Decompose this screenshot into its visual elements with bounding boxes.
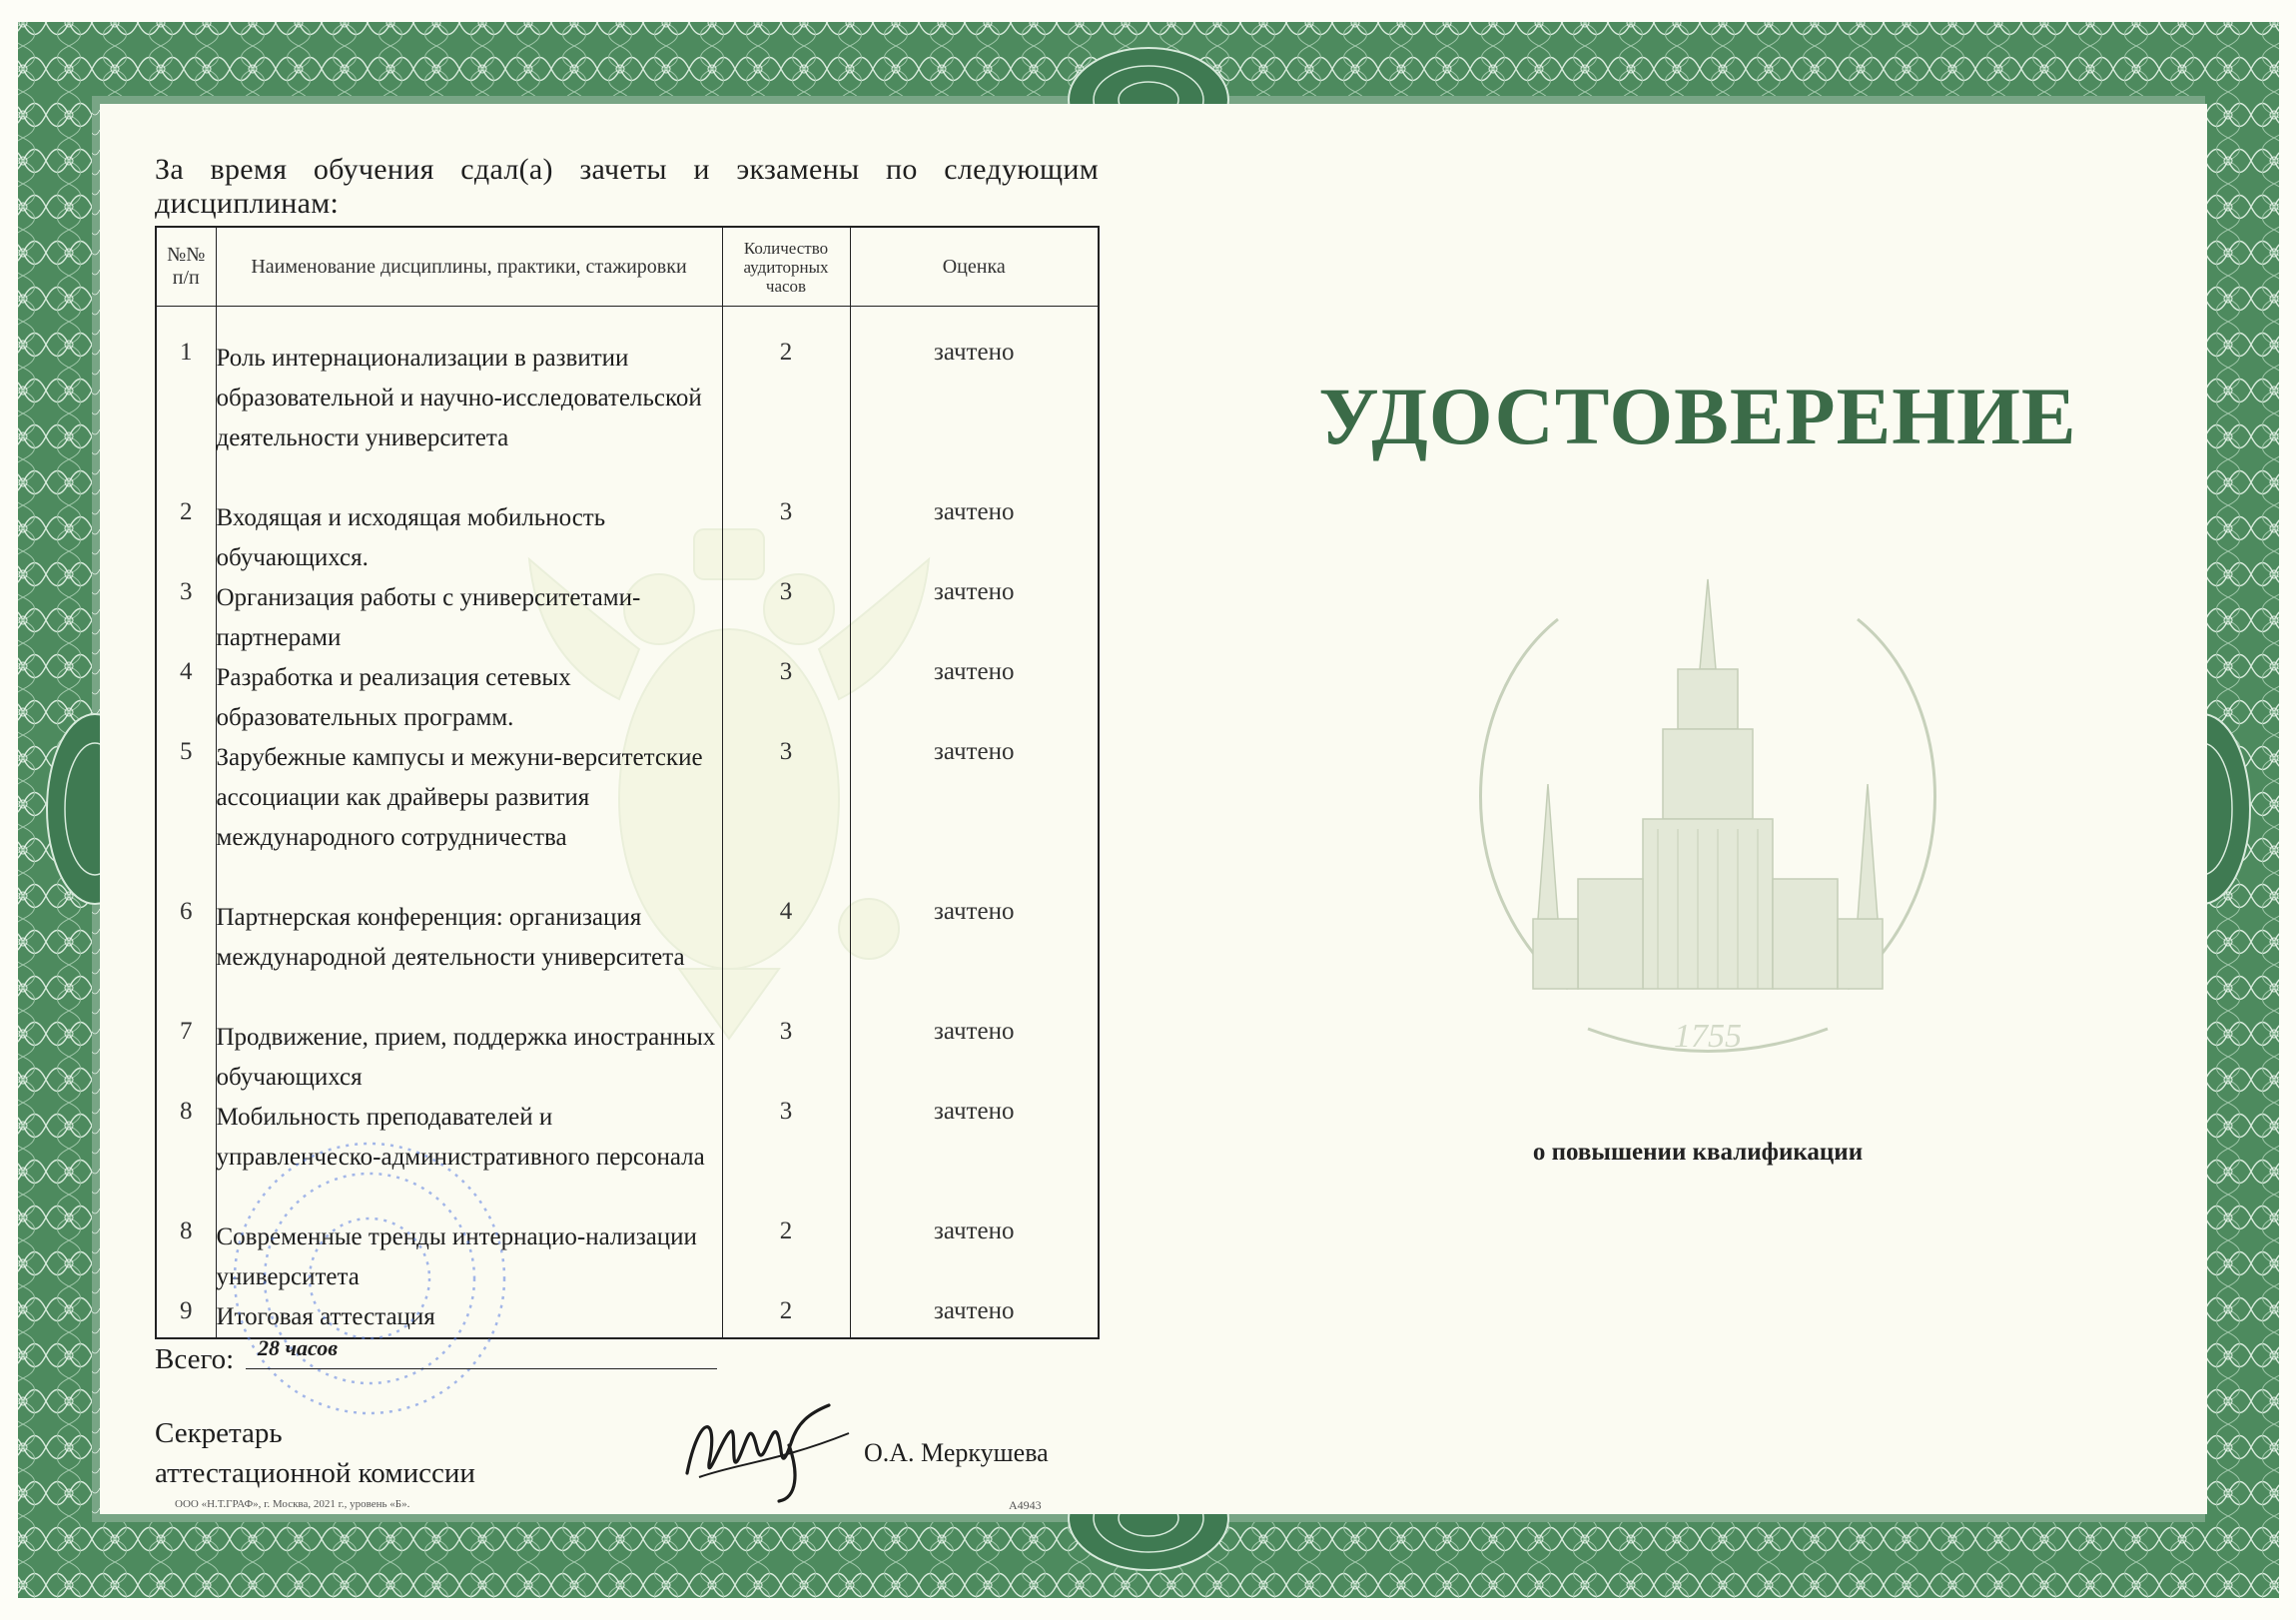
row-name: Роль интернационализации в развитии образовательной и научно-исследовательской деятельности университета [216,339,722,498]
row-hours: 3 [722,658,850,738]
row-num: 8 [156,1217,216,1297]
header-name: Наименование дисциплины, практики, стажировки [216,227,722,307]
emblem-year: 1755 [1674,1018,1742,1055]
row-name: Разработка и реализация сетевых образовательных программ. [216,658,722,738]
row-hours: 3 [722,498,850,578]
row-num: 5 [156,738,216,898]
header-grade: Оценка [850,227,1099,307]
row-hours: 2 [722,1297,850,1338]
document-subtitle: о повышении квалификации [1532,1139,1864,1166]
row-num: 4 [156,658,216,738]
table-row [156,498,1099,578]
row-name: Современные тренды интернацио-нализации университета [216,1217,722,1297]
row-num: 6 [156,898,216,1018]
row-name: Итоговая аттестация [216,1297,722,1338]
row-name: Входящая и исходящая мобильность обучающихся. [216,498,722,578]
secretary-line-2: аттестационной комиссии [155,1457,475,1489]
row-num: 8 [156,1098,216,1217]
row-name: Партнерская конференция: организация международной деятельности университета [216,898,722,1018]
row-name: Организация работы с университетами-партнерами [216,578,722,658]
row-hours: 4 [722,898,850,1018]
row-grade: зачтено [850,738,1099,898]
row-hours: 2 [722,339,850,498]
row-grade: зачтено [850,898,1099,1018]
intro-text: За время обучения сдал(а) зачеты и экзамены по следующим дисциплинам: [155,153,1099,220]
row-grade: зачтено [850,1018,1099,1098]
total-value: 28 часов [258,1335,339,1360]
row-grade: зачтено [850,339,1099,498]
row-hours: 2 [722,1217,850,1297]
signature-icon [679,1393,859,1503]
row-name: Мобильность преподавателей и управленческо-административного персонала [216,1098,722,1217]
serial-number: А4943 [1009,1498,1042,1512]
row-hours: 3 [722,1018,850,1098]
seal-stamp-icon [205,1129,534,1428]
row-grade: зачтено [850,1098,1099,1217]
university-emblem-icon [1438,559,1977,1079]
table-row [156,578,1099,658]
row-grade: зачтено [850,1297,1099,1338]
table-row [156,1018,1099,1098]
table-row [156,898,1099,1018]
header-num: №№ п/п [156,227,216,307]
total-underline [246,1368,717,1369]
header-hours: Количество аудиторных часов [722,227,850,307]
signer-name: О.А. Меркушева [864,1438,1049,1467]
row-hours: 3 [722,738,850,898]
row-name: Зарубежные кампусы и межуни-верситетские ассоциации как драйверы развития международного сотрудничества [216,738,722,898]
row-num: 2 [156,498,216,578]
row-hours: 3 [722,578,850,658]
table-row [156,339,1099,498]
total-label: Всего: [155,1343,235,1375]
row-num: 9 [156,1297,216,1338]
secretary-line-1: Секретарь [155,1417,283,1449]
row-grade: зачтено [850,578,1099,658]
row-grade: зачтено [850,498,1099,578]
row-num: 1 [156,339,216,498]
table-row [156,738,1099,898]
table-row [156,658,1099,738]
secretary-label [155,1413,475,1493]
row-name: Продвижение, прием, поддержка иностранных обучающихся [216,1018,722,1098]
row-grade: зачтено [850,658,1099,738]
row-grade: зачтено [850,1217,1099,1297]
row-num: 3 [156,578,216,658]
printer-info: ООО «Н.Т.ГРАФ», г. Москва, 2021 г., уровень «Б». [175,1498,410,1510]
row-hours: 3 [722,1098,850,1217]
table-header-row [156,227,1099,307]
document-title: УДОСТОВЕРЕНИЕ [1318,371,2077,461]
row-num: 7 [156,1018,216,1098]
